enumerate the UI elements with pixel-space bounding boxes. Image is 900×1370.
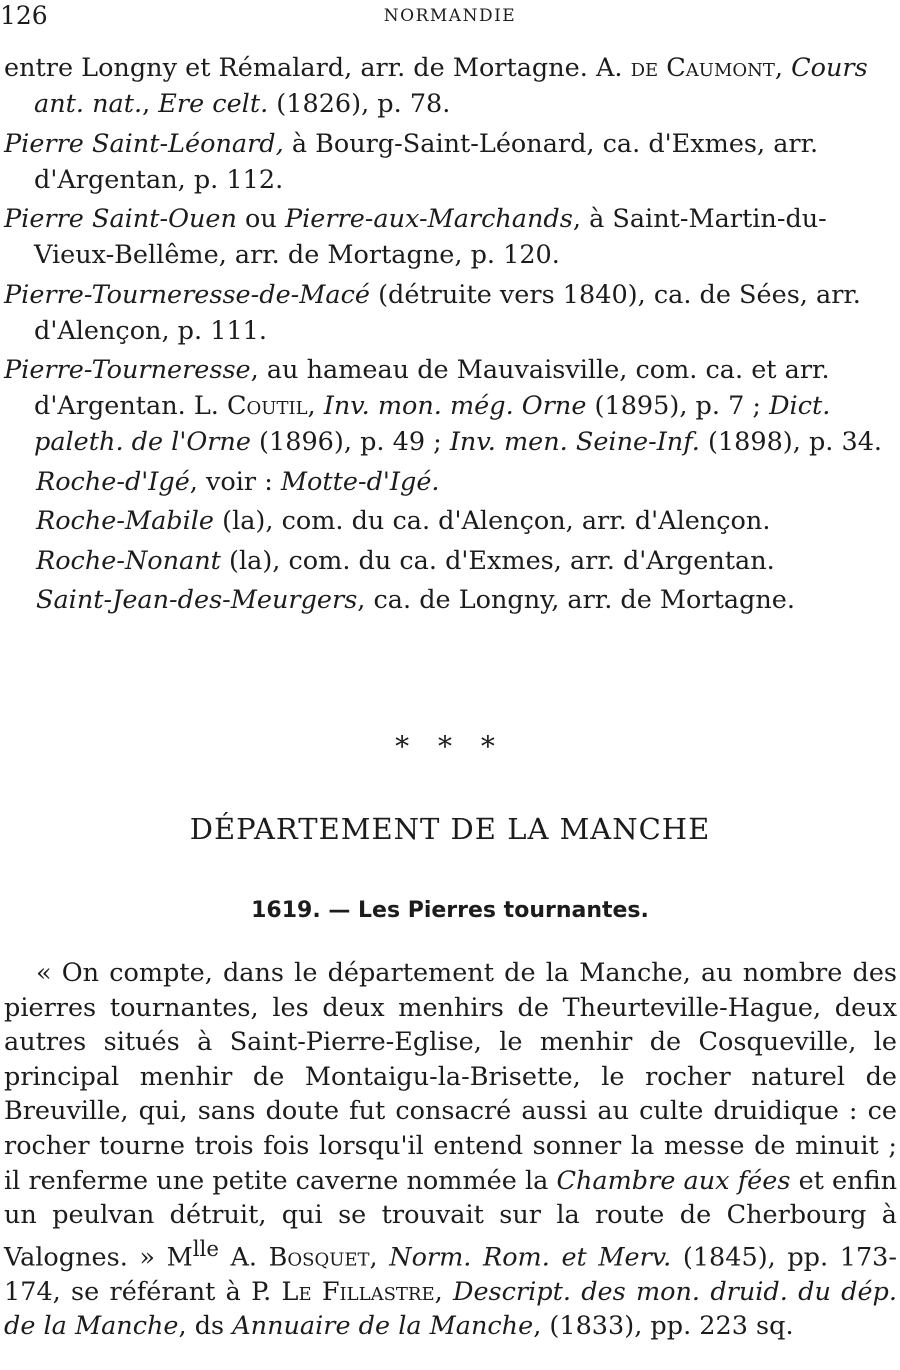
department-title: DÉPARTEMENT DE LA MANCHE [189,812,711,846]
entry-pierre-tourneresse-de-mace: Pierre-Tourneresse-de-Macé (détruite vers 1840), ca. de Sées, arr. d'Alençon, p. 111. [4,279,861,346]
entry-pierre-tourneresse: Pierre-Tourneresse, au hameau de Mauvaisville, com. ca. et arr. d'Argentan. L. Coutil, Inv. mon. még. Orne (1895), p. 7 ; Dict. paleth. de l'Orne (1896), p. 49 ; Inv. men. Seine-Inf. (1898), p. 34. [4,355,883,457]
entry-saint-jean-des-meurgers: Saint-Jean-des-Meurgers, ca. de Longny, arr. de Mortagne. [36,585,795,615]
quote-paragraph: « On compte, dans le département de la Manche, au nombre des pierres tournantes, les deux menhirs de Theurteville-Hague, deux autres situés à Saint-Pierre-Eglise, le menhir de Cosqueville, le principal menhir de Montaigu-la-Brisette, le rocher naturel de Breuville, qui, sans doute fut consacré aussi au culte druidique : ce rocher tourne trois fois lorsqu'il entend sonner la messe de minuit ; il renferme une petite caverne nommée la Chambre aux fées et enfin un peulvan détruit, qui se trouvait sur la route de Cherbourg à Valognes. » $M^{lle}$ A. Bosquet, Norm. Rom. et Merv. (1845), pp. 173-174, se référant à P. Le Fillastre, Descript. des mon. druid. du dép. de la Manche, ds Annuaire de la Manche, (1833), pp. 223 sq. [4,958,898,1342]
entry-roche-d-ige: Roche-d'Igé, voir : Motte-d'Igé. [36,466,440,497]
page-header [0,2,900,32]
running-head: NORMANDIE [383,6,517,26]
entry-pierre-saint-ouen: Pierre Saint-Ouen ou Pierre-aux-Marchands, à Saint-Martin-du-Vieux-Bellême, arr. de Mortagne, p. 120. [4,204,827,270]
section-number: 1619. [251,898,321,923]
asterism-divider: * * * [395,730,505,763]
section-heading: 1619. — Les Pierres tournantes. [251,898,649,923]
entry-roche-mabile: Roche-Mabile (la), com. du ca. d'Alençon, arr. d'Alençon. [36,506,771,536]
entry-roche-nonant: Roche-Nonant (la), com. du ca. d'Exmes, arr. d'Argentan. [36,545,775,576]
entry-pierre-saint-leonard: Pierre Saint-Léonard, à Bourg-Saint-Léonard, ca. d'Exmes, arr. d'Argentan, p. 112. [4,128,819,195]
section-title: Les Pierres tournantes. [358,898,649,923]
page-number: 126 [0,1,48,30]
entry-continuation: entre Longny et Rémalard, arr. de Mortagne. A. de Caumont, Cours ant. nat., Ere celt. (1826), p. 78. [4,53,868,119]
entry-list [4,50,897,622]
